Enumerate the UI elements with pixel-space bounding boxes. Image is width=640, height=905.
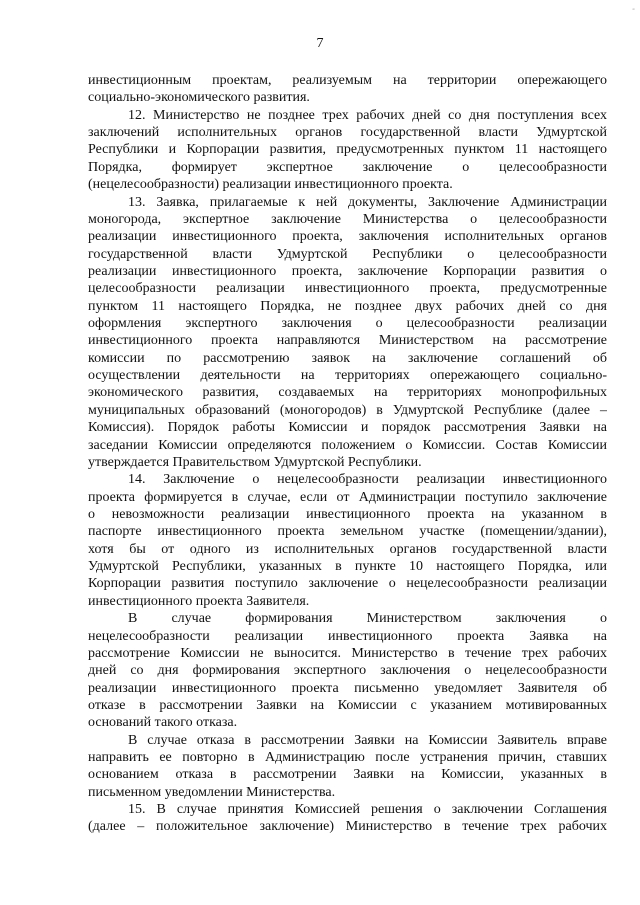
text-line: экономического развития, создаваемых на территориях монопрофильных xyxy=(88,385,607,401)
text-line: инвестиционного проекта Заявителя. xyxy=(88,593,310,609)
text-line: заключений исполнительных органов государственной власти Удмуртской xyxy=(88,125,607,141)
text-line: оснований такого отказа. xyxy=(88,715,238,731)
text-line: письменном уведомлении Министерства. xyxy=(88,784,336,800)
text-line: пунктом 11 настоящего Порядка, не позднее двух рабочих дней со дня xyxy=(88,298,607,314)
paragraph-13-start: 13. Заявка, прилагаемые к ней документы, Заключение Администрации xyxy=(128,194,607,210)
text-line: реализации инвестиционного проекта, заключения исполнительных органов xyxy=(88,229,607,245)
text-line: основанием отказа в рассмотрении Заявки на Комиссии, указанных в xyxy=(88,767,607,783)
paragraph-14-start: 14. Заключение о нецелесообразности реализации инвестиционного xyxy=(128,472,607,488)
text-line: утверждается Правительством Удмуртской Республики. xyxy=(88,454,422,470)
text-line: Комиссия). Порядок работы Комиссии и порядок рассмотрения Заявки на xyxy=(88,420,607,436)
text-line: реализации инвестиционного проекта, заключение Корпорации развития о xyxy=(88,263,607,279)
text-line: (нецелесообразности) реализации инвестиционного проекта. xyxy=(88,177,453,193)
text-line: (далее – положительное заключение) Министерство в течение трех рабочих xyxy=(88,819,607,835)
text-line: государственной власти Удмуртской Республики о целесообразности xyxy=(88,246,607,262)
text-line: о невозможности реализации инвестиционного проекта на указанном в xyxy=(88,506,607,522)
text-line: Порядка, формирует экспертное заключение о целесообразности xyxy=(88,159,607,175)
text-line: целесообразности реализации инвестиционного проекта, предусмотренные xyxy=(88,281,607,297)
text-line: рассмотрение Комиссии не выносится. Министерство в течение трех рабочих xyxy=(88,645,607,661)
paragraph-12-start: 12. Министерство не позднее трех рабочих дней со дня поступления всех xyxy=(128,107,607,123)
text-line: муниципальных образований (моногородов) в Удмуртской Республике (далее – xyxy=(88,402,607,418)
text-line: направить ее повторно в Администрацию после устранения причин, ставших xyxy=(88,750,607,766)
text-line: комиссии по рассмотрению заявок на заключение соглашений об xyxy=(88,350,607,366)
text-line: хотя бы от одного из исполнительных органов государственной власти xyxy=(88,541,607,557)
text-line: дней со дня формирования экспертного заключения о нецелесообразности xyxy=(88,663,607,679)
text-line: инвестиционным проектам, реализуемым на территории опережающего xyxy=(88,73,607,88)
text-line: моногорода, экспертное заключение Министерства о целесообразности xyxy=(88,211,607,227)
text-line: оформления экспертного заключения о целесообразности реализации xyxy=(88,316,607,332)
page-number: 7 xyxy=(316,36,324,51)
text-line: проекта формируется в случае, если от Администрации поступило заключение xyxy=(88,489,607,505)
text-line: Республики и Корпорации развития, предусмотренных пунктом 11 настоящего xyxy=(88,142,607,158)
text-line: отказе в рассмотрении Заявки на Комиссии с указанием мотивированных xyxy=(88,697,607,713)
text-line: осуществлении деятельности на территориях опережающего социально- xyxy=(88,368,607,384)
paragraph-refusal-start: В случае формирования Министерством заключения о xyxy=(128,611,607,627)
text-line: заседании Комиссии определяются положением о Комиссии. Состав Комиссии xyxy=(88,437,607,453)
text-line: инвестиционного проекта направляются Министерством на рассмотрение xyxy=(88,333,607,349)
text-line: социально-экономического развития. xyxy=(88,90,310,106)
paragraph-15-start: 15. В случае принятия Комиссией решения о заключении Соглашения xyxy=(128,802,607,818)
paragraph-resubmit-start: В случае отказа в рассмотрении Заявки на Комиссии Заявитель вправе xyxy=(128,732,607,748)
text-line: Корпорации развития поступило заключение о нецелесообразности реализации xyxy=(88,576,607,592)
text-line: реализации инвестиционного проекта письменно уведомляет Заявителя об xyxy=(88,680,607,696)
corner-mark: ' xyxy=(626,8,637,10)
text-line: Удмуртской Республики, указанных в пункте 10 настоящего Порядка, или xyxy=(88,559,607,575)
text-line: нецелесообразности реализации инвестиционного проекта Заявка на xyxy=(88,628,607,644)
document-body xyxy=(88,72,607,836)
text-line: паспорте инвестиционного проекта земельном участке (помещении/здании), xyxy=(88,524,607,540)
